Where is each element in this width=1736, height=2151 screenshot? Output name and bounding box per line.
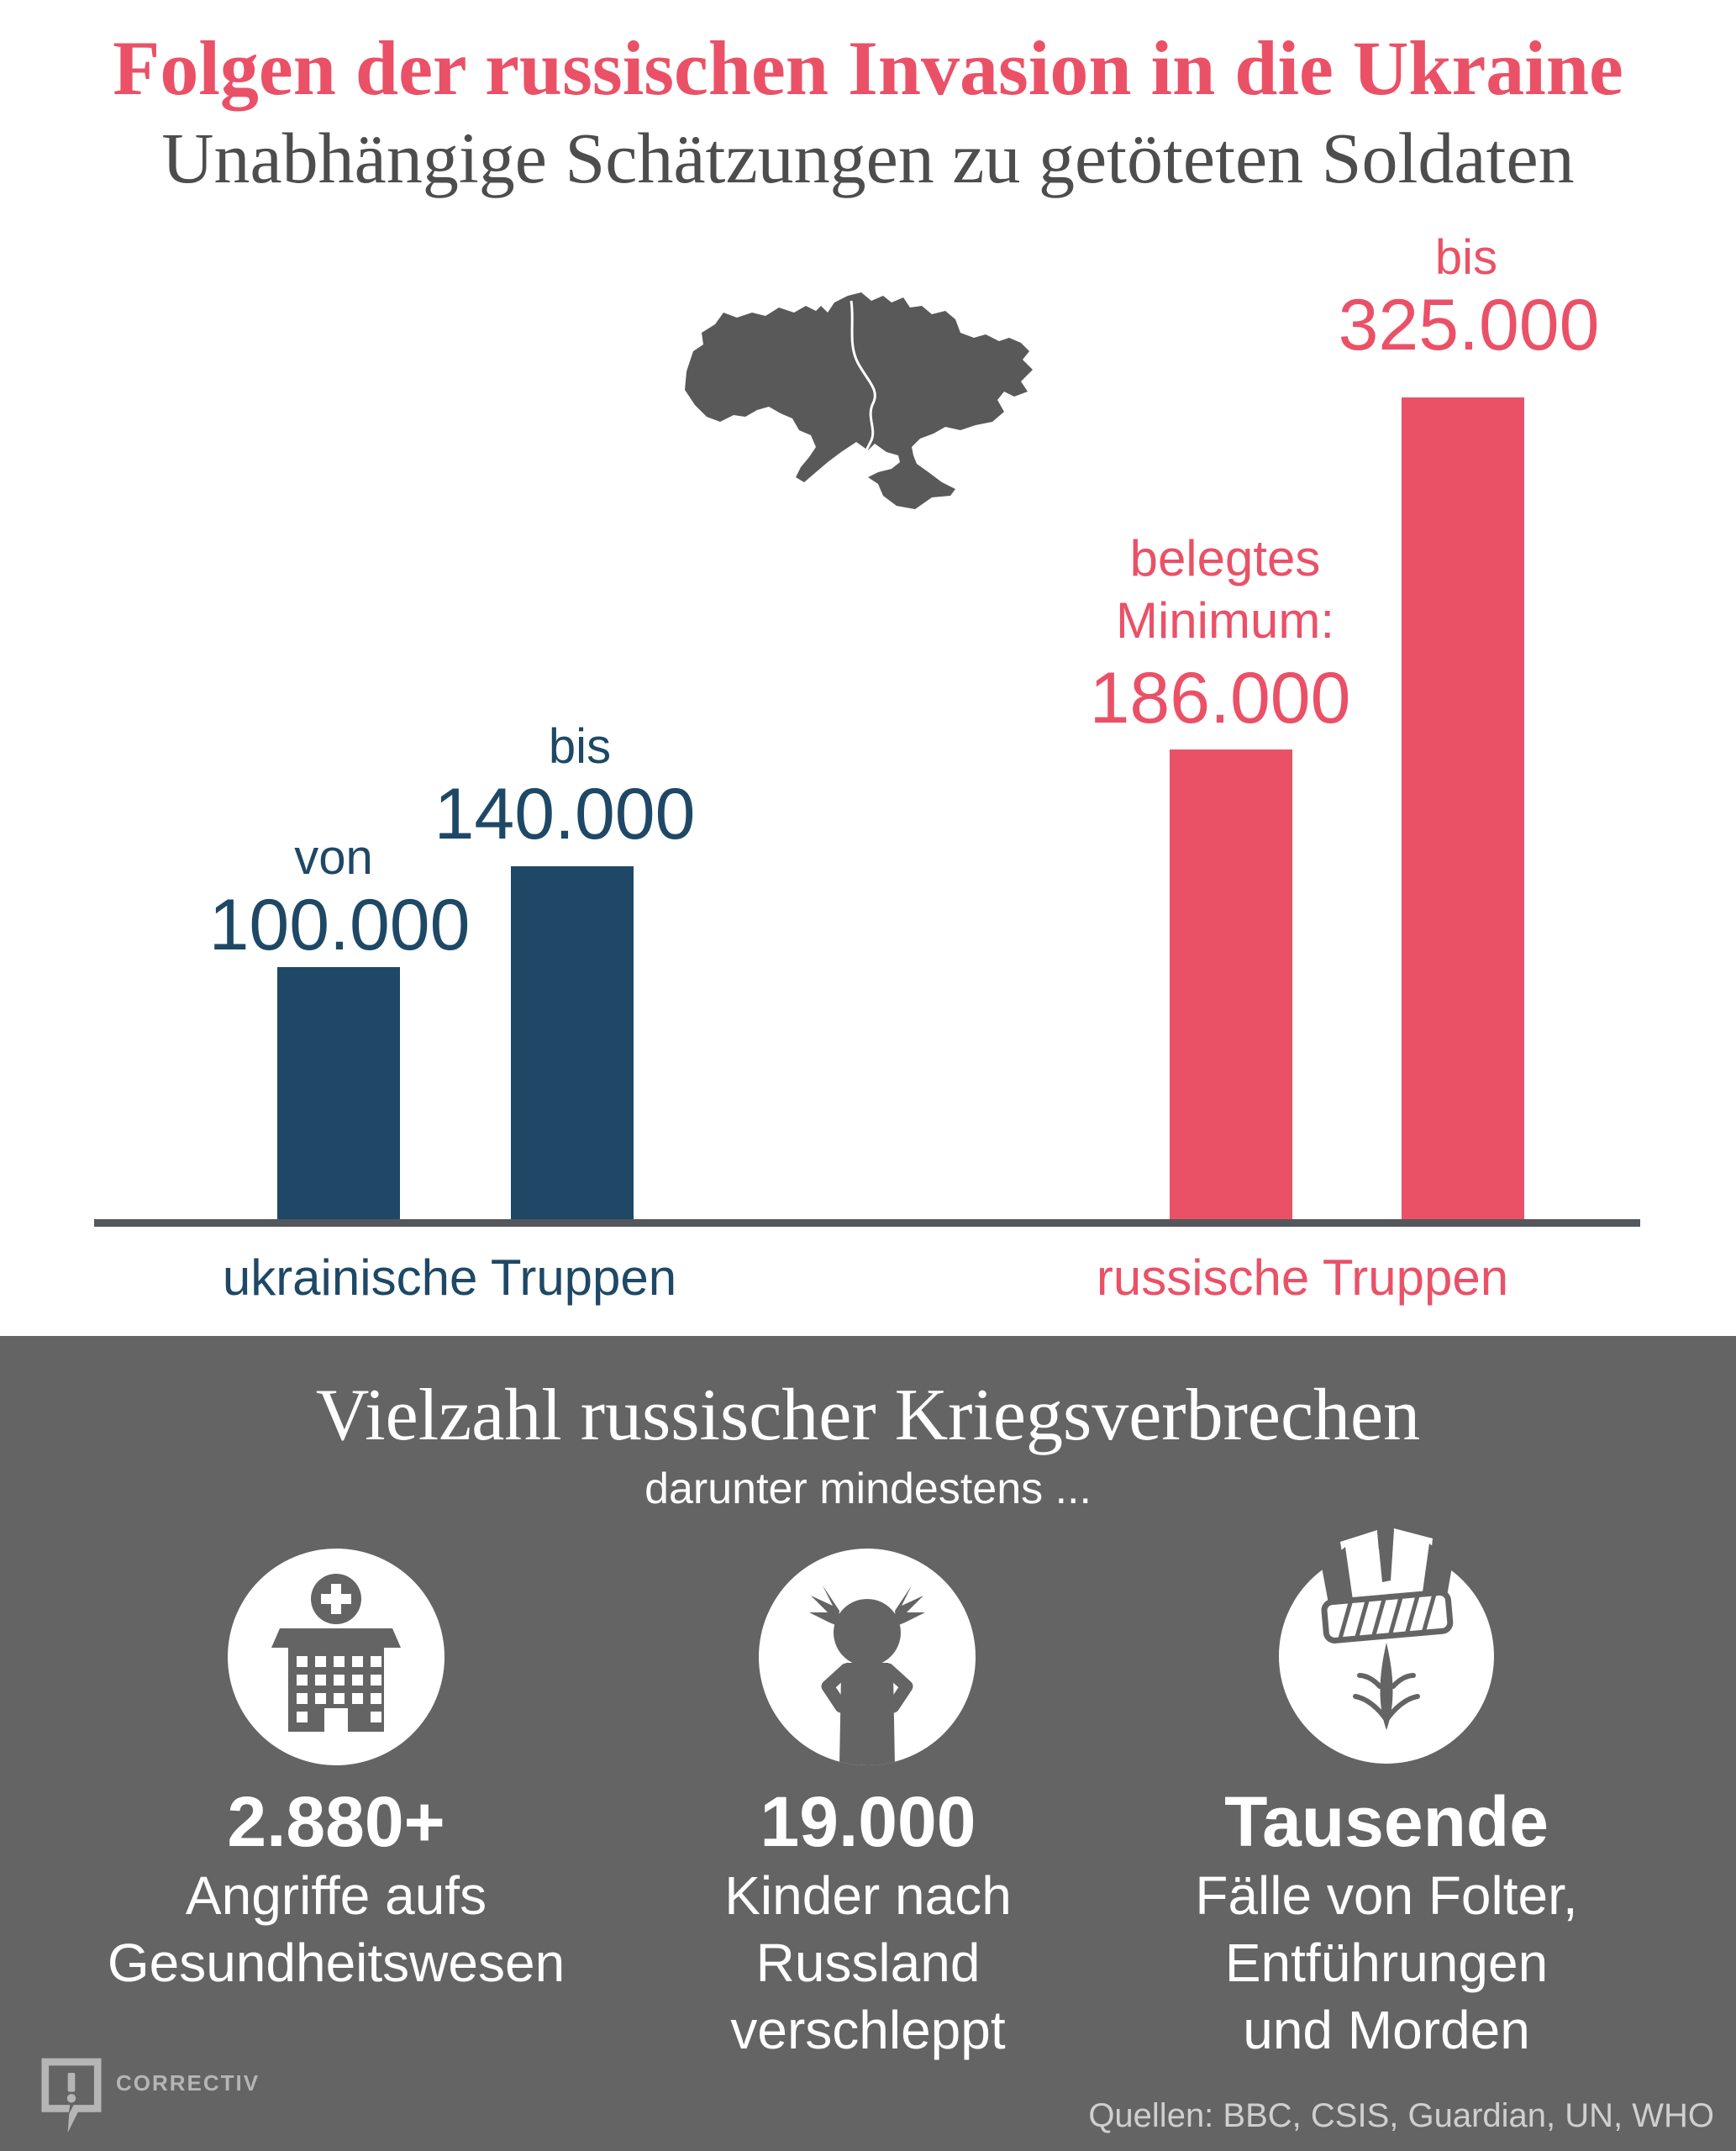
bar-value-ua-max: 140.000 xyxy=(434,774,696,855)
correctiv-brand xyxy=(39,2055,260,2134)
war-crimes-section xyxy=(0,1336,1736,2151)
group-label-russia: russische Truppen xyxy=(1096,1249,1509,1306)
child-icon xyxy=(759,1549,976,1765)
bar-qualifier-ru-max: bis xyxy=(1434,230,1498,285)
bar-ukraine-min xyxy=(277,967,400,1221)
bar-qualifier-ua-max: bis xyxy=(548,719,612,774)
brand-name: CORRECTIV xyxy=(116,2070,260,2096)
bar-ukraine-max xyxy=(511,866,634,1221)
bar-value-ru-max: 325.000 xyxy=(1338,285,1600,366)
bar-qualifier-ua-min: von xyxy=(294,830,373,885)
bar-russia-max xyxy=(1402,397,1524,1221)
stat-number: 2.880+ xyxy=(227,1782,445,1861)
hospital-icon xyxy=(228,1549,445,1765)
ukraine-map-icon xyxy=(669,264,1060,541)
bar-value-ua-min: 100.000 xyxy=(208,885,471,965)
stat-deported-children: 19.000 Kinder nach Russland verschleppt xyxy=(591,1781,1145,2064)
correctiv-speech-bubble-icon xyxy=(39,2055,104,2134)
bar-qualifier-ru-min: belegtes Minimum: xyxy=(1115,530,1335,649)
bound-hands-icon xyxy=(1278,1517,1495,1769)
stat-torture-cases: Tausende Fälle von Folter, Entführungen und Morden xyxy=(1109,1781,1664,2064)
page-subtitle: Unabhängige Schätzungen zu getöteten Soldaten xyxy=(161,118,1575,198)
group-label-ukraine: ukrainische Truppen xyxy=(222,1249,677,1306)
page-title: Folgen der russischen Invasion in die Ukraine xyxy=(113,25,1623,111)
sources-line: Quellen: BBC, CSIS, Guardian, UN, WHO xyxy=(1088,2097,1714,2134)
bar-value-ru-min: 186.000 xyxy=(1089,658,1351,739)
stat-health-attacks: 2.880+ Angriffe aufs Gesundheitswesen xyxy=(59,1781,613,1996)
section-heading: Vielzahl russischer Kriegsverbrechen xyxy=(315,1375,1421,1456)
stat-number: 19.000 xyxy=(760,1782,976,1861)
section-subheading: darunter mindestens ... xyxy=(644,1465,1092,1513)
bar-russia-min xyxy=(1170,749,1292,1221)
stat-number: Tausende xyxy=(1224,1782,1549,1861)
x-axis-line xyxy=(94,1219,1640,1227)
